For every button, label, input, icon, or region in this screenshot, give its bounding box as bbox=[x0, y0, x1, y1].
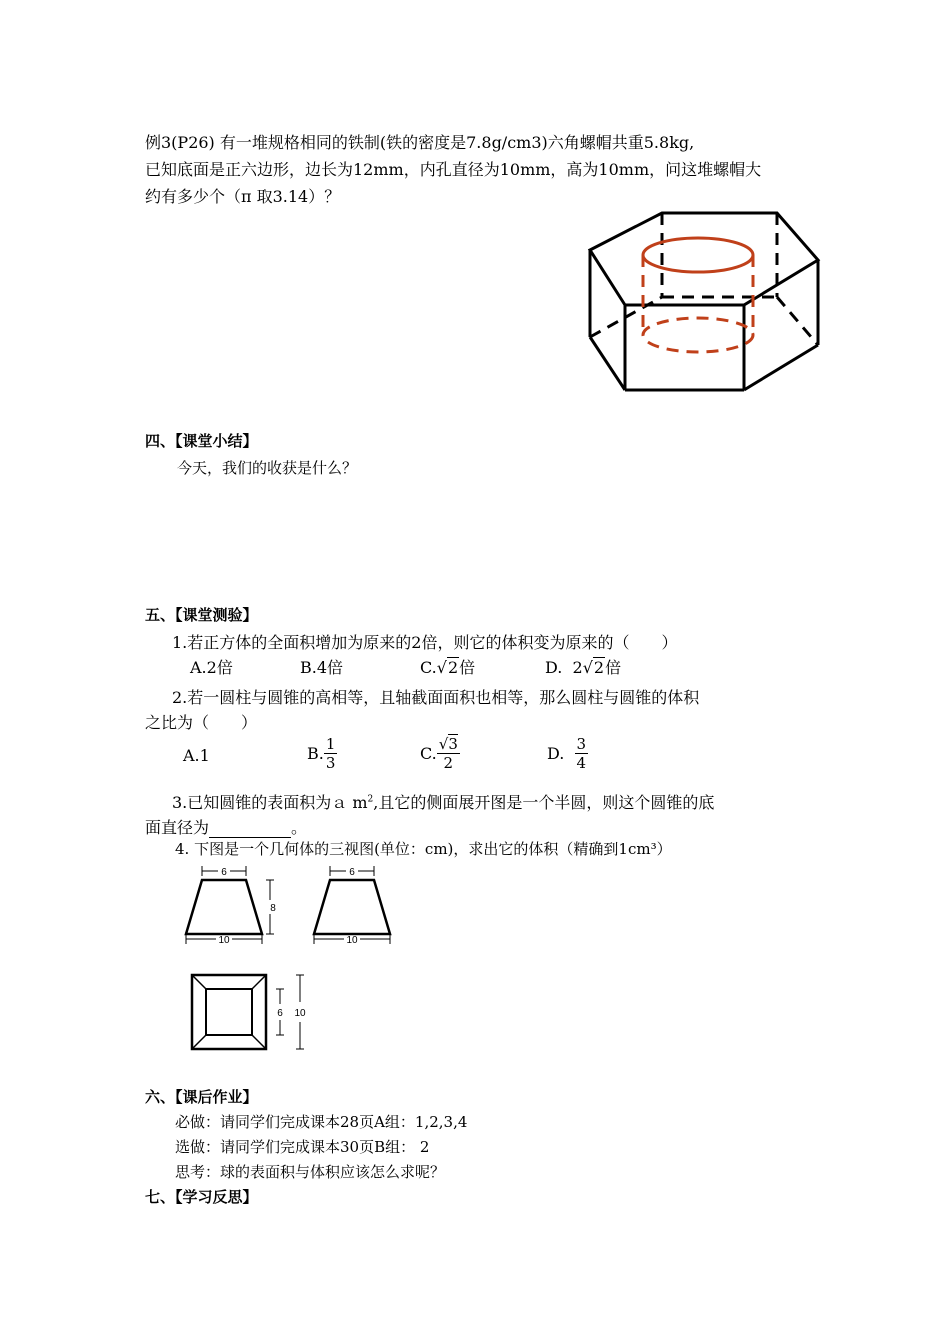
side-bottom-width: 10 bbox=[346, 935, 358, 946]
section4-prompt: 今天，我们的收获是什么？ bbox=[177, 459, 358, 477]
q2-option-a: A.1 bbox=[183, 746, 210, 765]
hex-nut-figure bbox=[582, 205, 824, 395]
q1-option-c-sqrt: √2 bbox=[436, 658, 459, 677]
q3-line1-sup: 2 bbox=[367, 794, 374, 805]
q2-line1: 2.若一圆柱与圆锥的高相等，且轴截面面积也相等，那么圆柱与圆锥的体积 bbox=[172, 688, 700, 707]
q1-option-c-suffix: 倍 bbox=[459, 658, 476, 677]
front-height: 8 bbox=[270, 903, 276, 914]
q3-answer-blank[interactable] bbox=[209, 821, 291, 838]
q3-line1 bbox=[172, 790, 714, 813]
example3-line2: 已知底面是正六边形，边长为12mm，内孔直径为10mm，高为10mm，问这堆螺帽大 bbox=[145, 160, 762, 179]
q2-option-d-num: 3 bbox=[576, 735, 587, 753]
q2-option-c-num: √3 bbox=[438, 735, 458, 753]
example3-line3: 约有多少个（π 取3.14）？ bbox=[145, 187, 341, 206]
q2-option-b-den: 3 bbox=[325, 754, 336, 772]
q2-option-c-label: C. bbox=[420, 744, 437, 763]
q3-line1-pre: 3.已知圆锥的表面积为ａ m bbox=[172, 793, 368, 812]
q1-option-d-suffix: 倍 bbox=[605, 658, 622, 677]
q1-option-d bbox=[545, 655, 621, 678]
q1-option-d-label: D. bbox=[545, 658, 563, 677]
q1-option-d-coef: 2 bbox=[572, 658, 583, 677]
q1-stem: 1.若正方体的全面积增加为原来的2倍，则它的体积变为原来的（ ） bbox=[172, 633, 678, 652]
front-bottom-width: 10 bbox=[218, 935, 230, 946]
q2-option-d bbox=[547, 735, 588, 772]
q2-option-c-fraction bbox=[437, 735, 460, 772]
section6-heading: 六、【课后作业】 bbox=[145, 1088, 258, 1106]
homework-think: 思考：球的表面积与体积应该怎么求呢？ bbox=[175, 1163, 446, 1181]
q2-option-d-fraction bbox=[575, 735, 589, 772]
q2-option-d-label: D. bbox=[547, 744, 565, 763]
q2-option-b-num: 1 bbox=[325, 735, 336, 753]
q2-option-b-fraction bbox=[324, 735, 338, 772]
q2-option-d-den: 4 bbox=[576, 754, 587, 772]
q1-option-b: B.4倍 bbox=[300, 658, 344, 677]
q2-option-c-radicand: 3 bbox=[448, 735, 458, 753]
q1-option-c-radicand: 2 bbox=[447, 658, 459, 677]
q1-option-d-radicand: 2 bbox=[593, 658, 605, 677]
section7-heading: 七、【学习反思】 bbox=[145, 1188, 258, 1206]
front-view bbox=[186, 866, 274, 944]
q2-option-b bbox=[307, 735, 337, 772]
q3-line2-pre: 面直径为 bbox=[145, 818, 210, 837]
homework-optional: 选做：请同学们完成课本30页B组： 2 bbox=[175, 1138, 430, 1156]
q2-option-c-den: 2 bbox=[443, 754, 454, 772]
q3-line2-post: 。 bbox=[291, 818, 308, 837]
top-view bbox=[192, 975, 304, 1049]
q1-option-c bbox=[420, 655, 475, 678]
front-top-width: 6 bbox=[221, 867, 227, 878]
q3-line2 bbox=[145, 815, 307, 838]
q4-stem: 4. 下图是一个几何体的三视图(单位：cm)，求出它的体积（精确到1cm³） bbox=[175, 840, 672, 858]
q3-line1-post: ,且它的侧面展开图是一个半圆，则这个圆锥的底 bbox=[373, 793, 715, 812]
q1-option-c-label: C. bbox=[420, 658, 437, 677]
top-inner-size: 6 bbox=[277, 1008, 283, 1019]
section4-heading: 四、【课堂小结】 bbox=[145, 432, 258, 450]
q2-option-c bbox=[420, 735, 460, 772]
top-outer-size: 10 bbox=[294, 1008, 306, 1019]
homework-required: 必做：请同学们完成课本28页A组：1,2,3,4 bbox=[175, 1113, 468, 1131]
three-view-figure bbox=[180, 860, 410, 1060]
q2-line2: 之比为（ ） bbox=[145, 713, 258, 732]
q1-option-d-sqrt: √2 bbox=[582, 658, 605, 677]
q1-option-a: A.2倍 bbox=[190, 658, 233, 677]
example3-line1: 例3(P26) 有一堆规格相同的铁制(铁的密度是7.8g/cm3)六角螺帽共重5.8kg, bbox=[145, 133, 695, 152]
q2-option-b-label: B. bbox=[307, 744, 324, 763]
section5-heading: 五、【课堂测验】 bbox=[145, 606, 258, 624]
side-top-width: 6 bbox=[349, 867, 355, 878]
